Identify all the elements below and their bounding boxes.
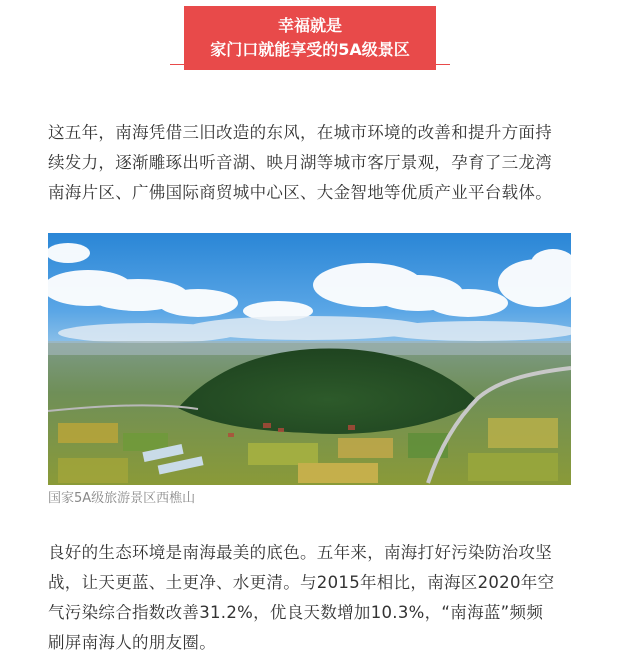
paragraph-line: 这五年，南海凭借三旧改造的东风，在城市环境的改善和提升方面持	[48, 123, 552, 142]
section-title-line2: 家门口就能享受的5A级景区	[210, 40, 410, 59]
paragraph-ecology	[48, 538, 578, 658]
paragraph-line: 气污染综合指数改善31.2%，优良天数增加10.3%，“南海蓝”频频	[48, 603, 544, 622]
paragraph-line: 战，让天更蓝、土更净、水更清。与2015年相比，南海区2020年空	[48, 573, 555, 592]
paragraph-intro	[48, 118, 578, 208]
paragraph-line: 南海片区、广佛国际商贸城中心区、大金智地等优质产业平台载体。	[48, 183, 552, 202]
section-title-box	[184, 6, 436, 70]
section-header	[0, 0, 620, 74]
photo-caption: 国家5A级旅游景区西樵山	[48, 491, 196, 506]
aerial-photo-xiqiao-mountain	[48, 233, 571, 485]
landscape-illustration	[48, 233, 571, 485]
paragraph-line: 良好的生态环境是南海最美的底色。五年来，南海打好污染防治攻坚	[48, 543, 552, 562]
section-title-line1: 幸福就是	[277, 16, 342, 35]
paragraph-line: 刷屏南海人的朋友圈。	[48, 633, 216, 652]
paragraph-line: 续发力，逐渐雕琢出听音湖、映月湖等城市客厅景观，孕育了三龙湾	[48, 153, 552, 172]
